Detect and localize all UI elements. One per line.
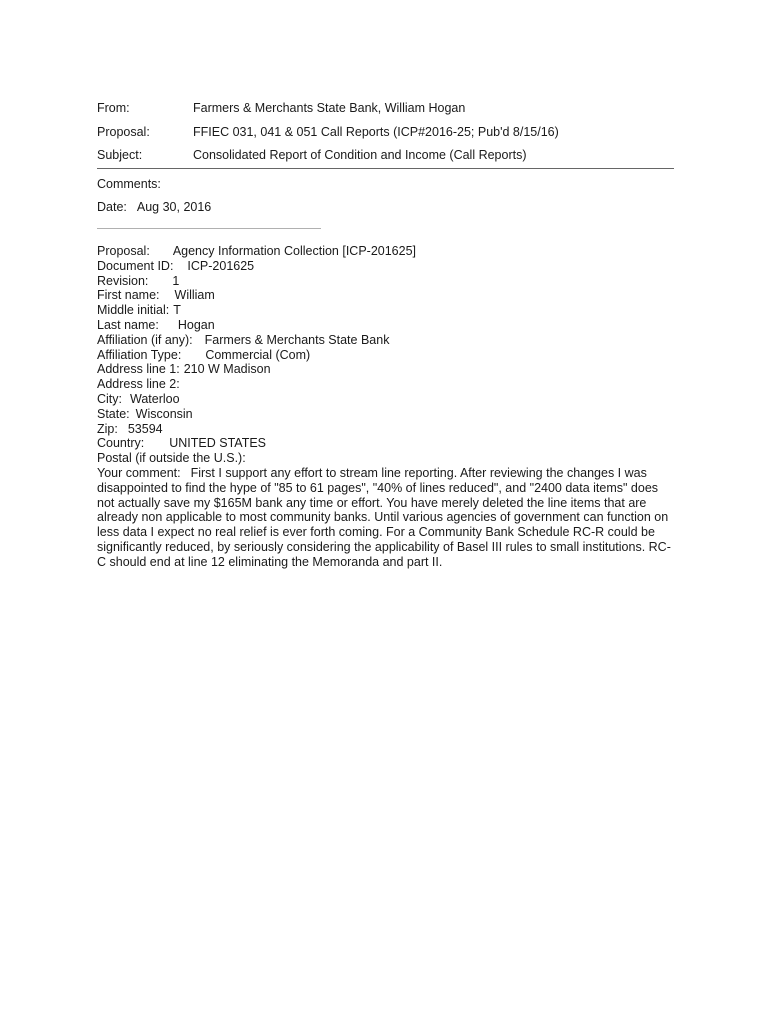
field-label: Address line 2: — [97, 377, 180, 392]
field-value: William — [174, 288, 215, 303]
date-value: Aug 30, 2016 — [136, 200, 212, 214]
field-label: Middle initial: — [97, 303, 170, 318]
submission-details — [97, 244, 677, 570]
from-value: Farmers & Merchants State Bank, William Hogan — [193, 101, 466, 115]
comment-paragraph — [97, 466, 677, 570]
field-label: Revision: — [97, 273, 149, 288]
field-label: Document ID: — [97, 258, 174, 273]
field-label: Affiliation Type: — [97, 347, 182, 362]
field-value: Agency Information Collection [ICP-201625] — [172, 244, 417, 258]
field-address-line-2 — [97, 377, 677, 392]
field-value: T — [173, 303, 181, 318]
subject-value: Consolidated Report of Condition and Income (Call Reports) — [193, 148, 527, 162]
field-label: First name: — [97, 288, 160, 303]
field-label: Affiliation (if any): — [97, 332, 193, 347]
comment-text: First I support any effort to stream line reporting. After reviewing the changes I was disappointed to find the hype of "85 to 61 pages", "40% of lines reduced", and "2400 data items" does not actually save my $165M bank any time or effort. You have merely deleted the line items that are already non applicable to most community banks. Until various agencies of government can function on less data I expect no real relief is ever forth coming. For a Community Bank Schedule RC-R could be significantly reduced, by seriously considering the applicability of Basel III rules to small institutions. RC-C should end at line 12 eliminating the Memoranda and part II. — [97, 465, 671, 569]
date-label: Date: — [97, 200, 127, 214]
field-value: Waterloo — [130, 391, 180, 406]
from-label: From: — [97, 101, 130, 115]
from-row — [97, 100, 674, 116]
field-middle-initial — [97, 303, 677, 318]
field-city — [97, 392, 677, 407]
field-value: UNITED STATES — [169, 436, 267, 451]
field-last-name — [97, 318, 677, 333]
field-affiliation-type — [97, 348, 677, 363]
field-proposal — [97, 244, 677, 259]
field-label: Country: — [97, 436, 145, 451]
field-postal — [97, 451, 677, 466]
field-address-line-1 — [97, 362, 677, 377]
field-value: Hogan — [177, 317, 215, 332]
field-value: 1 — [172, 273, 180, 288]
field-document-id — [97, 259, 677, 274]
field-label: Proposal: — [97, 244, 150, 258]
field-value: 53594 — [127, 421, 163, 436]
comments-label: Comments: — [97, 177, 161, 191]
comment-label: Your comment: — [97, 465, 181, 480]
field-revision — [97, 274, 677, 289]
field-label: State: — [97, 406, 130, 421]
proposal-label: Proposal: — [97, 125, 150, 139]
field-label: Last name: — [97, 317, 159, 332]
field-label: City: — [97, 391, 122, 406]
subject-row — [97, 147, 674, 163]
field-first-name — [97, 288, 677, 303]
field-label: Address line 1: — [97, 362, 180, 377]
field-value: Wisconsin — [135, 406, 193, 421]
field-value: ICP-201625 — [187, 258, 255, 273]
field-country — [97, 436, 677, 451]
field-zip — [97, 422, 677, 437]
field-state — [97, 407, 677, 422]
header-divider — [97, 168, 674, 169]
date-line — [97, 199, 211, 215]
proposal-value: FFIEC 031, 041 & 051 Call Reports (ICP#2016-25; Pub'd 8/15/16) — [193, 125, 559, 139]
field-label: Zip: — [97, 421, 118, 436]
field-value: 210 W Madison — [183, 362, 271, 377]
field-value: Farmers & Merchants State Bank — [204, 332, 390, 347]
separator-line — [97, 228, 321, 229]
field-affiliation — [97, 333, 677, 348]
field-value: Commercial (Com) — [205, 347, 311, 362]
proposal-row — [97, 124, 674, 140]
field-label: Postal (if outside the U.S.): — [97, 451, 246, 466]
subject-label: Subject: — [97, 148, 143, 162]
